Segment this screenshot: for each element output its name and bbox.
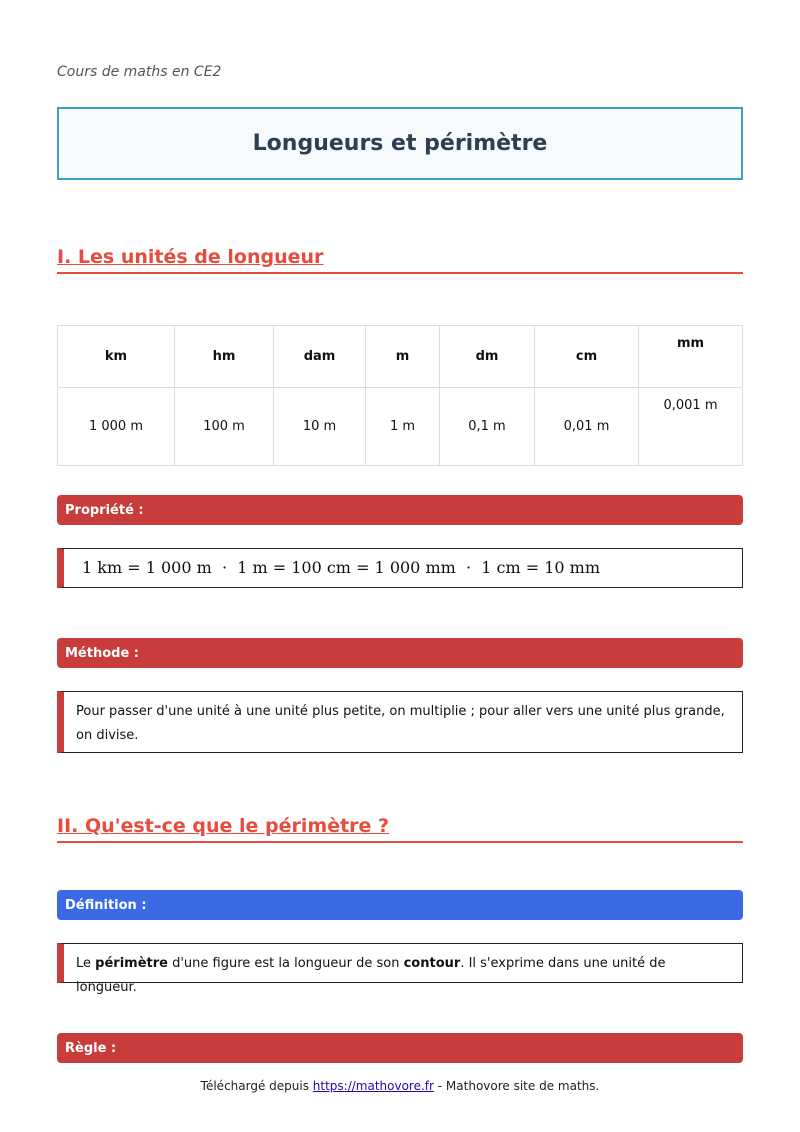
footer-prefix: Téléchargé depuis: [200, 1079, 313, 1093]
units-table: [57, 325, 743, 466]
unit-header-m: m: [366, 326, 440, 388]
unit-header-dam: dam: [274, 326, 366, 388]
unit-header-cm: cm: [535, 326, 639, 388]
unit-header-mm: mm: [639, 326, 743, 388]
method-text: Pour passer d'une unité à une unité plus petite, on multiplie ; pour aller vers une unité plus grande, on divise.: [76, 704, 725, 743]
property-label: Propriété :: [57, 495, 743, 525]
definition-box: [57, 943, 743, 995]
unit-value-mm: 0,001 m: [639, 388, 743, 466]
property-box: [57, 548, 743, 588]
method-label: Méthode :: [57, 638, 743, 668]
unit-header-dm: dm: [440, 326, 535, 388]
unit-header-hm: hm: [175, 326, 274, 388]
definition-term-contour: contour: [403, 956, 461, 971]
footer: [0, 1079, 800, 1093]
section-title-perimeter: [57, 815, 743, 843]
section-title-perimeter-text: II. Qu'est-ce que le périmètre ?: [57, 815, 390, 837]
unit-value-hm: 100 m: [175, 388, 274, 466]
section-title-units-text: I. Les unités de longueur: [57, 246, 324, 268]
method-box: [57, 691, 743, 753]
course-subtitle: Cours de maths en CE2: [57, 64, 222, 80]
property-formula: 1 km = 1 000 m · 1 m = 100 cm = 1 000 mm · 1 cm = 10 mm: [82, 558, 600, 577]
rule-label: Règle :: [57, 1033, 743, 1063]
units-header-row: [58, 326, 743, 388]
unit-value-dam: 10 m: [274, 388, 366, 466]
page-title: Longueurs et périmètre: [252, 131, 548, 156]
definition-label: Définition :: [57, 890, 743, 920]
definition-text-2: d'une figure est la longueur de son: [167, 956, 404, 971]
section-title-units: [57, 246, 743, 274]
units-value-row: [58, 388, 743, 466]
definition-text-3: . Il s'exprime dans une unité de longueur.: [76, 956, 666, 995]
footer-link[interactable]: https://mathovore.fr: [312, 1079, 434, 1093]
title-box: [57, 107, 743, 180]
unit-value-cm: 0,01 m: [535, 388, 639, 466]
definition-text-1: Le: [76, 956, 96, 971]
unit-value-dm: 0,1 m: [440, 388, 535, 466]
unit-header-km: km: [58, 326, 175, 388]
footer-suffix: - Mathovore site de maths.: [433, 1079, 600, 1093]
definition-term-perimetre: périmètre: [95, 956, 168, 971]
unit-value-m: 1 m: [366, 388, 440, 466]
unit-value-km: 1 000 m: [58, 388, 175, 466]
